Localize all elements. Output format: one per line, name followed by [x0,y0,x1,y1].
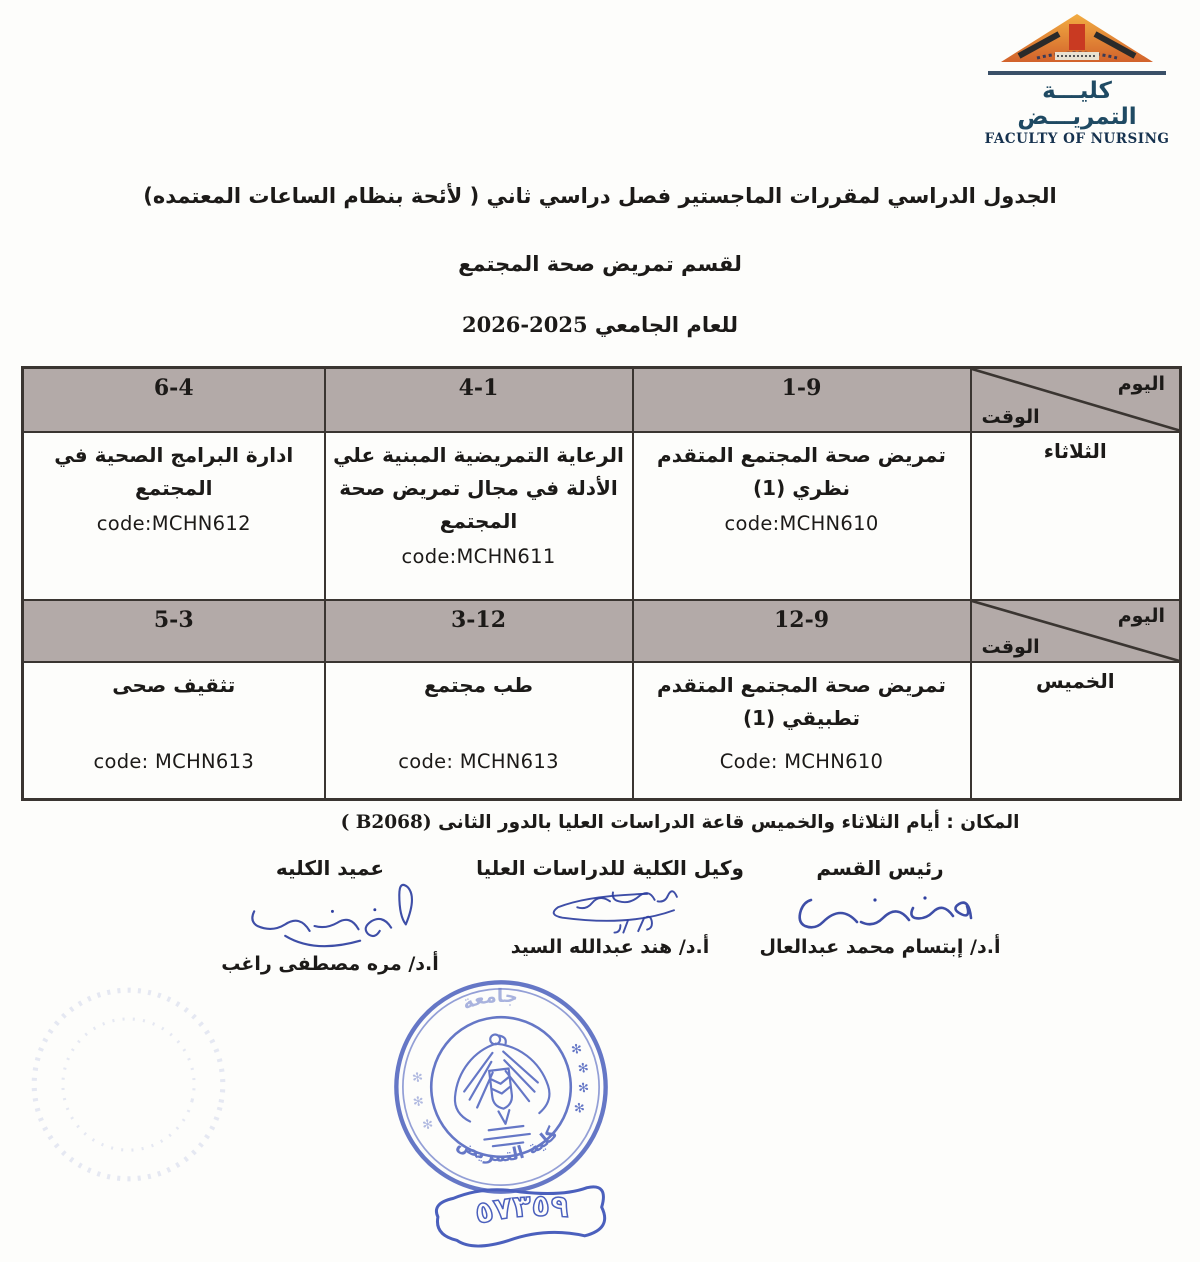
course-cell [23,432,325,600]
time-slot-header [633,368,971,432]
signature-title: رئيس القسم [816,856,944,880]
handwritten-signature-icon [215,882,445,957]
stamp-university-text: جامعة [459,985,520,1015]
time-slot-value: 6-4 [153,375,194,401]
document-title: الجدول الدراسي لمقررات الماجستير فصل دراسي ثاني ( لأئحة بنظام الساعات المعتمده) [143,184,1057,208]
academic-year-value: 2026-2025 [461,312,588,337]
time-slot-value: 12-9 [773,606,830,633]
signature-name: أ.د/ مره مصطفى راغب [221,953,439,975]
time-axis-label: الوقت [981,635,1040,658]
faculty-name-english: FACULTY OF NURSING [984,131,1170,147]
signature-title: عميد الكليه [275,856,385,880]
academic-year-line [0,312,1200,337]
day-axis-label: اليوم [1117,373,1165,395]
course-cell [633,432,971,600]
course-title: طب مجتمع [423,672,533,697]
svg-text:✻: ✻ [577,1060,590,1078]
course-title: تمريض صحة المجتمع المتقدم [657,442,946,467]
signature-name: أ.د/ هند عبدالله السيد [510,936,710,958]
signature-name: أ.د/ إبتسام محمد عبدالعال [759,936,1001,958]
course-title: تثقيف صحى [112,672,236,697]
time-slot-header [325,368,633,432]
department-subtitle: لقسم تمريض صحة المجتمع [458,252,742,276]
time-slot-header [23,600,325,662]
course-code: code:MCHN610 [724,511,879,535]
svg-text:✻: ✻ [570,1041,584,1059]
table-header-row-thursday [23,600,1181,662]
handwritten-signature-icon [775,882,985,940]
faculty-name-arabic: كليـــة التمريـــض [1017,78,1137,130]
time-slot-header [633,600,971,662]
table-row-tuesday [23,432,1181,600]
course-code: code: MCHN613 [93,749,255,773]
course-code: Code: MCHN610 [719,749,884,773]
time-slot-header [23,368,325,432]
course-title: تمريض صحة المجتمع المتقدم [657,672,946,697]
day-name-cell: الخميس [971,662,1181,800]
course-subtitle [30,702,318,735]
time-slot-value: 3-12 [450,606,507,633]
day-axis-label: اليوم [1117,604,1165,627]
table-row-thursday [23,662,1181,800]
signature-title: وكيل الكلية للدراسات العليا [476,856,744,880]
location-note [250,812,1110,833]
course-code: code:MCHN611 [401,544,556,568]
svg-text:✻: ✻ [573,1100,586,1118]
schedule-table [21,366,1182,801]
time-axis-label: الوقت [981,405,1040,428]
corner-cell-day-time [971,600,1181,662]
stamp-faculty-text-container [452,1121,566,1172]
svg-text:✻: ✻ [577,1080,590,1097]
faculty-logo [982,12,1172,147]
room-number: ( B2068) [340,812,432,833]
course-subtitle [332,702,626,735]
eagle-emblem [447,1029,555,1150]
stamp-ornaments [408,1041,594,1136]
course-cell [23,662,325,800]
faint-stamp-impression [4,960,253,1209]
course-cell [325,662,633,800]
pyramid-logo-icon [997,12,1157,68]
time-slot-value: 1-9 [781,375,822,401]
table-header-row-tuesday [23,368,1181,432]
time-slot-value: 5-3 [153,606,194,633]
signature-block-dean [140,856,520,975]
course-code: code:MCHN612 [96,511,251,535]
course-cell [633,662,971,800]
course-title: ادارة البرامج الصحية في المجتمع [54,442,294,500]
official-round-stamp [380,966,623,1209]
corner-cell-day-time [971,368,1181,432]
course-title: الرعاية التمريضية المبنية علي الأدلة في مجال تمريض صحة المجتمع [333,442,624,533]
svg-text:✻: ✻ [421,1117,435,1134]
handwritten-signature-icon [495,882,725,940]
course-cell [325,432,633,600]
stamp-serial-number: ٥٧٣٥٩ [471,1188,571,1232]
logo-divider [988,71,1166,75]
location-text: المكان : أيام الثلاثاء والخميس قاعة الدراسات العليا بالدور الثانى [438,812,1020,833]
time-slot-value: 4-1 [458,375,499,401]
svg-text:✻: ✻ [411,1070,424,1087]
stamp-serial-text-container [471,1187,571,1231]
academic-year-label: للعام الجامعي [594,313,739,337]
course-subtitle: تطبيقي (1) [742,705,861,730]
day-name-cell: الثلاثاء [971,432,1181,600]
course-subtitle: نظري (1) [753,475,850,500]
time-slot-header [325,600,633,662]
course-code: code: MCHN613 [398,749,559,773]
svg-text:✻: ✻ [412,1094,425,1111]
serial-number-stamp [423,1177,622,1260]
stamp-faculty-text: كلية التمريض [453,1123,563,1167]
